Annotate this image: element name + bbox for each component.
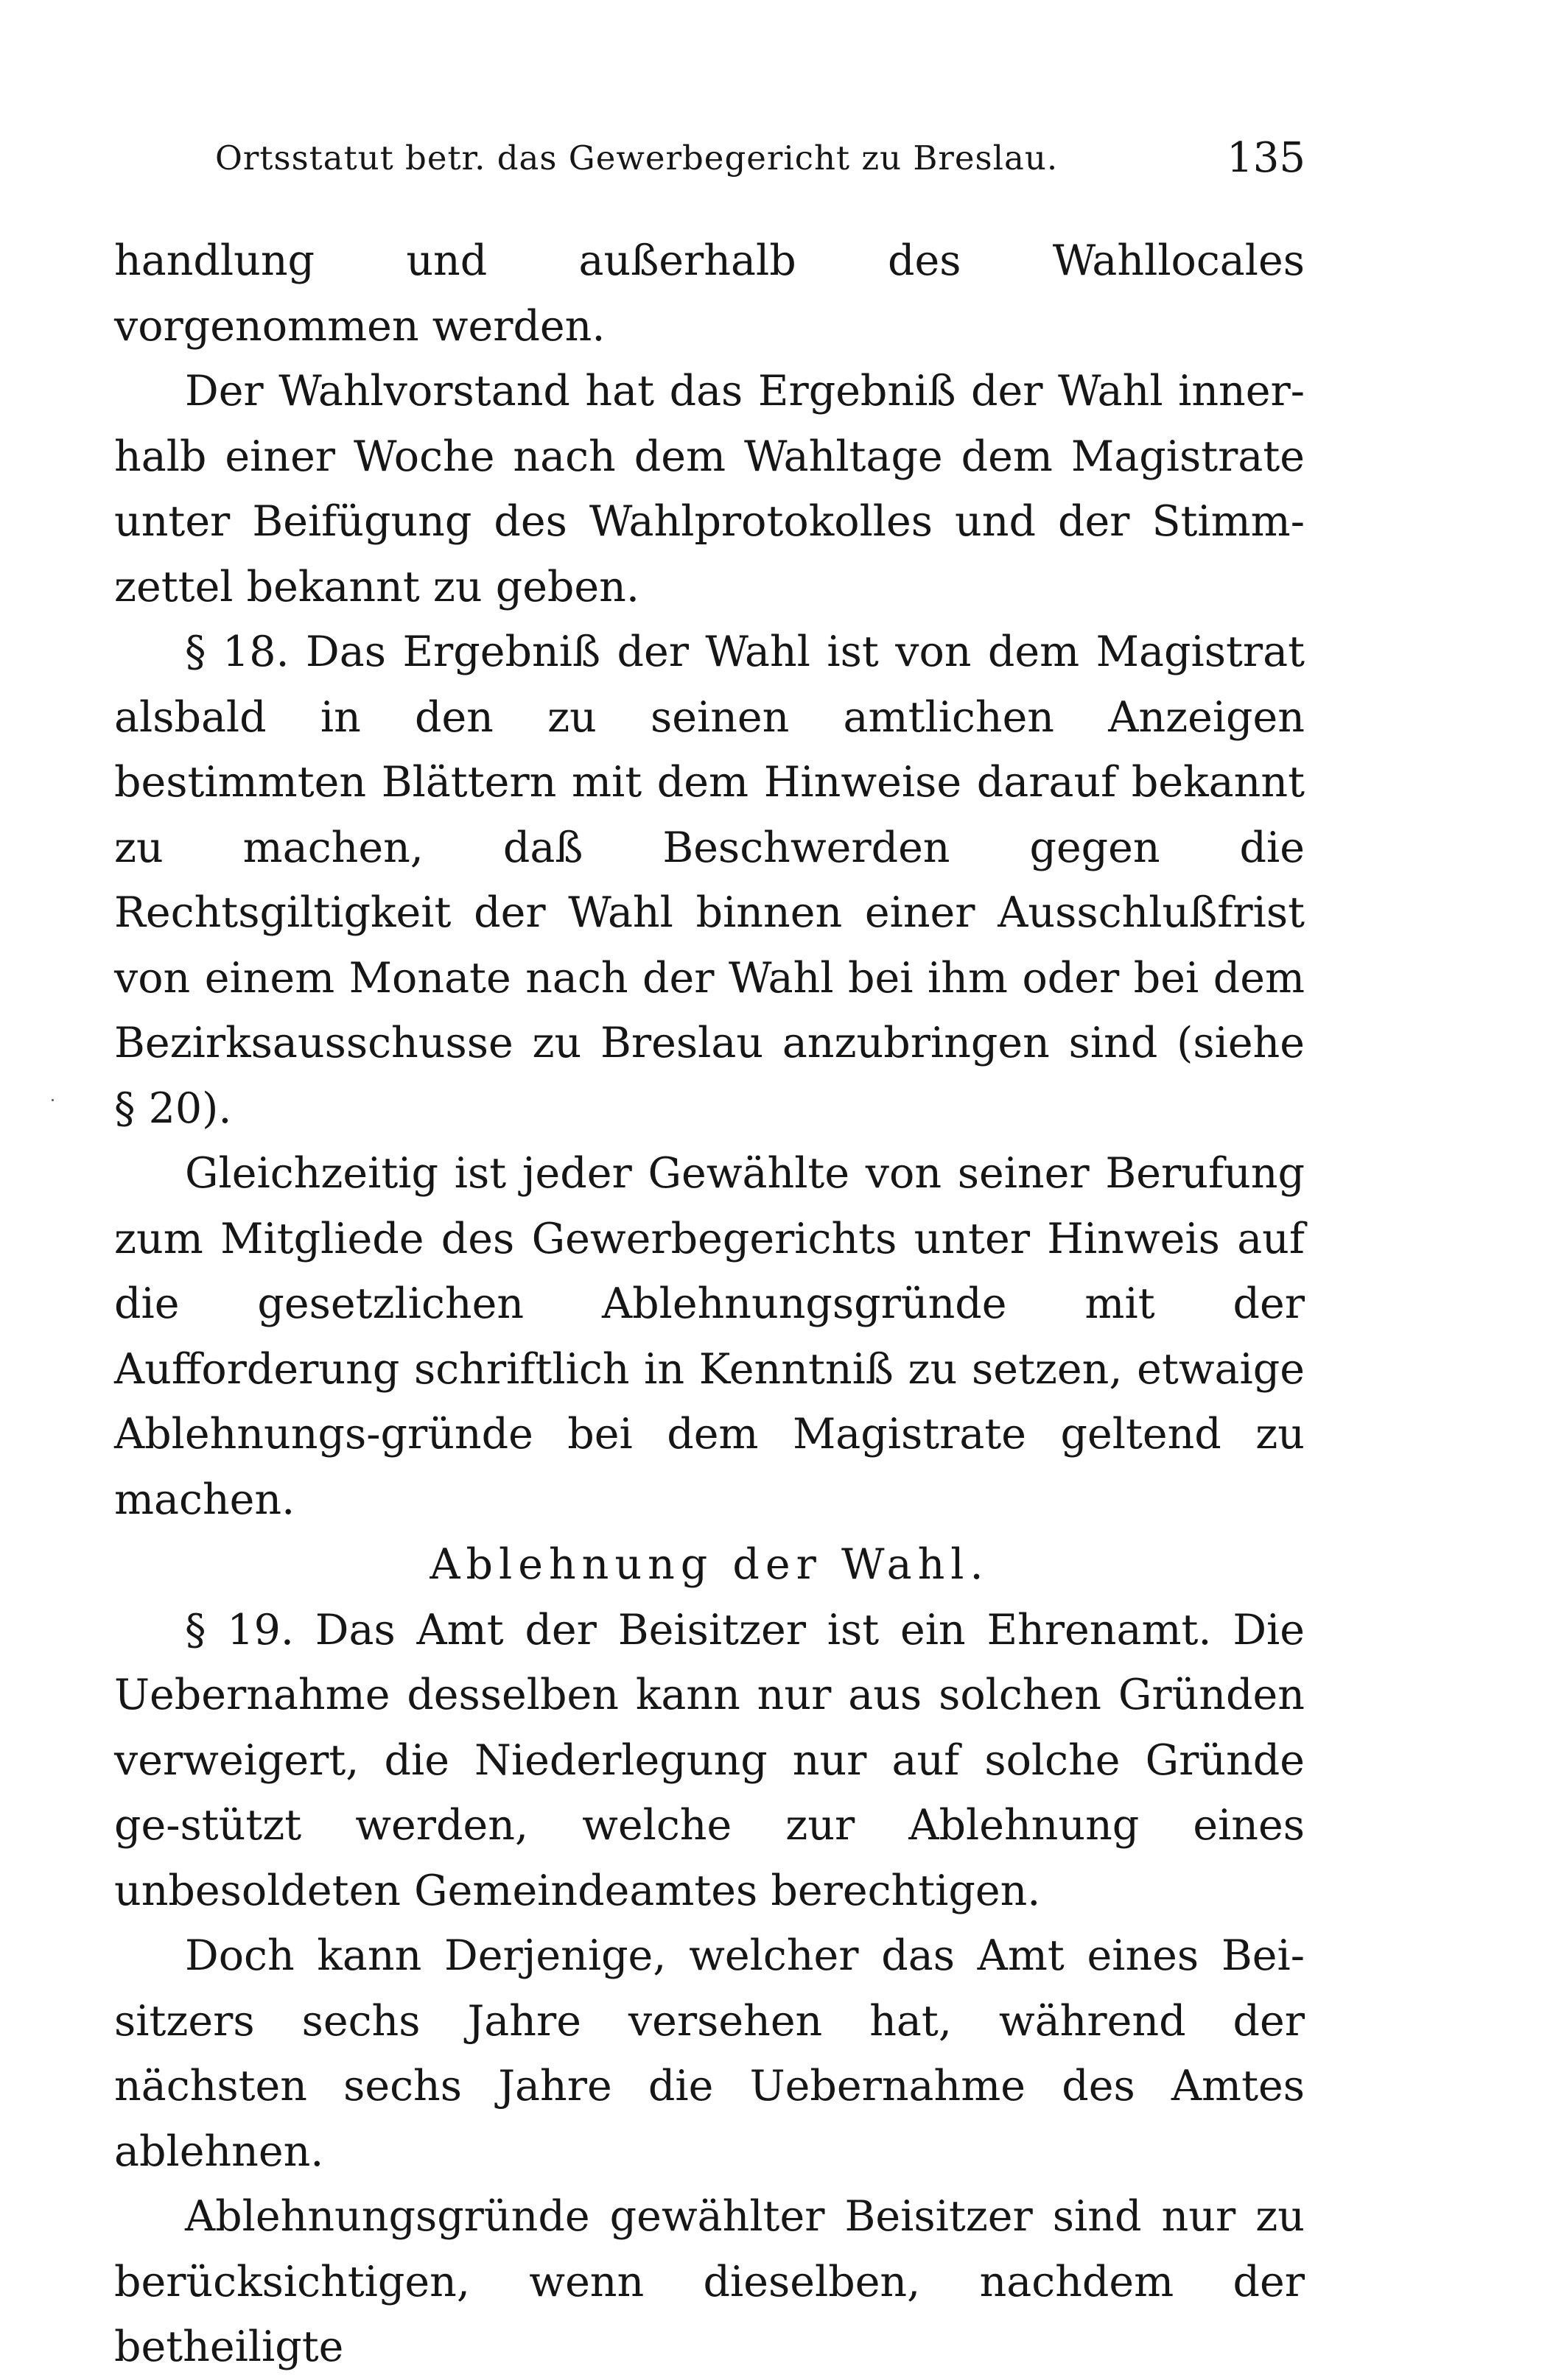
- running-head: Ortsstatut betr. das Gewerbegericht zu Breslau.: [215, 138, 1059, 178]
- paragraph-section-18: § 18. Das Ergebniß der Wahl ist von dem Magistrat alsbald in den zu seinen amtlichen Anzeigen bestimmten Blättern mit dem Hinweise darauf bekannt zu machen, daß Beschwerden gegen die Rechtsgiltigkeit der Wahl binnen einer Ausschlußfrist von einem Monate nach der Wahl bei ihm oder bei dem Bezirksausschusse zu Breslau anzubringen sind (siehe § 20).: [114, 628, 1305, 1133]
- paragraph-gleichzeitig: Gleichzeitig ist jeder Gewählte von seiner Berufung zum Mitgliede des Gewerbegerichts unter Hinweis auf die gesetzlichen Ablehnungsgründe mit der Aufforderung schriftlich in Kenntniß zu setzen, etwaige Ablehnungs-gründe bei dem Magistrate geltend zu machen.: [114, 1149, 1305, 1524]
- body-text: [114, 228, 1305, 2380]
- page-header: [215, 125, 1305, 192]
- page-number: 135: [1227, 134, 1305, 182]
- paragraph-wahlvorstand: Der Wahlvorstand hat das Ergebniß der Wahl inner-halb einer Woche nach dem Wahltage dem Magistrate unter Beifügung des Wahlprotokolles und der Stimm-zettel bekannt zu geben.: [114, 367, 1305, 611]
- margin-speck: [52, 1099, 54, 1101]
- paragraph-doch: Doch kann Derjenige, welcher das Amt eines Bei-sitzers sechs Jahre versehen hat, während der nächsten sechs Jahre die Uebernahme des Amtes ablehnen.: [114, 1931, 1305, 2176]
- paragraph-section-19: § 19. Das Amt der Beisitzer ist ein Ehrenamt. Die Uebernahme desselben kann nur aus solchen Gründen verweigert, die Niederlegung nur auf solche Gründe ge-stützt werden, welche zur Ablehnung eines unbesoldeten Gemeindeamtes berechtigen.: [114, 1605, 1305, 1915]
- paragraph-ablehnungsgruende: Ablehnungsgründe gewählter Beisitzer sind nur zu berücksichtigen, wenn dieselben, nachdem der betheiligte: [114, 2192, 1305, 2371]
- section-heading: Ablehnung der Wahl.: [430, 1540, 989, 1589]
- paragraph-continuation: handlung und außerhalb des Wahllocales vorgenommen werden.: [114, 236, 1305, 351]
